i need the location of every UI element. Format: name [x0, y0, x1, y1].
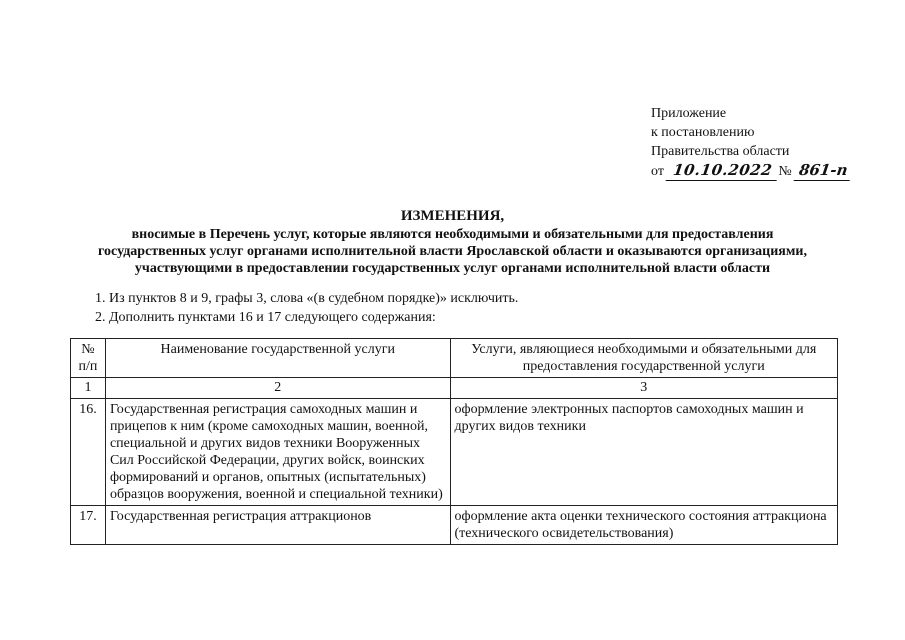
- row-service-name: Государственная регистрация самоходных машин и прицепов к ним (кроме самоходных машин, военной, специальной и других видов техники Вооруженных Сил Российской Федерации, других войск, воинских формирований и органов, опытных (испытательных) образцов вооружения, военной и специальной техники): [105, 399, 450, 506]
- column-number-3: 3: [450, 378, 838, 399]
- appendix-line-2: к постановлению: [651, 125, 755, 140]
- row-number: 16.: [71, 399, 106, 506]
- services-table: [70, 338, 838, 545]
- column-number-1: 1: [71, 378, 106, 399]
- table-row: [71, 399, 838, 506]
- appendix-line-1: Приложение: [651, 106, 727, 121]
- amendment-item-1: 1. Из пунктов 8 и 9, графы 3, слова «(в судебном порядке)» исключить.: [95, 291, 519, 306]
- row-required-service: оформление электронных паспортов самоходных машин и других видов техники: [450, 399, 838, 506]
- header-service-name: Наименование государственной услуги: [105, 339, 450, 378]
- handwritten-date: 10.10.2022: [666, 161, 780, 181]
- row-required-service: оформление акта оценки технического состояния аттракциона (технического освидетельствования): [450, 506, 838, 545]
- table-header-row: [71, 339, 838, 378]
- appendix-from-label: от: [651, 164, 664, 179]
- table-row: [71, 506, 838, 545]
- document-heading: [40, 208, 865, 277]
- column-number-2: 2: [105, 378, 450, 399]
- header-required-services: Услуги, являющиеся необходимыми и обязательными для предоставления государственной услуги: [450, 339, 838, 378]
- amendment-item-2: 2. Дополнить пунктами 16 и 17 следующего содержания:: [95, 310, 436, 325]
- header-number: № п/п: [71, 339, 106, 378]
- row-service-name: Государственная регистрация аттракционов: [105, 506, 450, 545]
- appendix-line-3: Правительства области: [651, 144, 790, 159]
- appendix-line-4: [651, 161, 852, 181]
- document-subtitle-line-3: участвующими в предоставлении государственных услуг органами исполнительной власти области: [134, 261, 771, 276]
- appendix-number-sign: №: [778, 164, 792, 179]
- document-subtitle-line-2: государственных услуг органами исполнительной власти Ярославской области и оказываются организациями,: [98, 244, 807, 259]
- document-subtitle-line-1: вносимые в Перечень услуг, которые являются необходимыми и обязательными для предоставления: [131, 227, 774, 242]
- appendix-block: [651, 104, 852, 181]
- handwritten-number: 861-п: [794, 161, 853, 181]
- amendment-items: [95, 289, 518, 327]
- row-number: 17.: [71, 506, 106, 545]
- column-number-row: [71, 378, 838, 399]
- document-title: ИЗМЕНЕНИЯ,: [400, 208, 505, 224]
